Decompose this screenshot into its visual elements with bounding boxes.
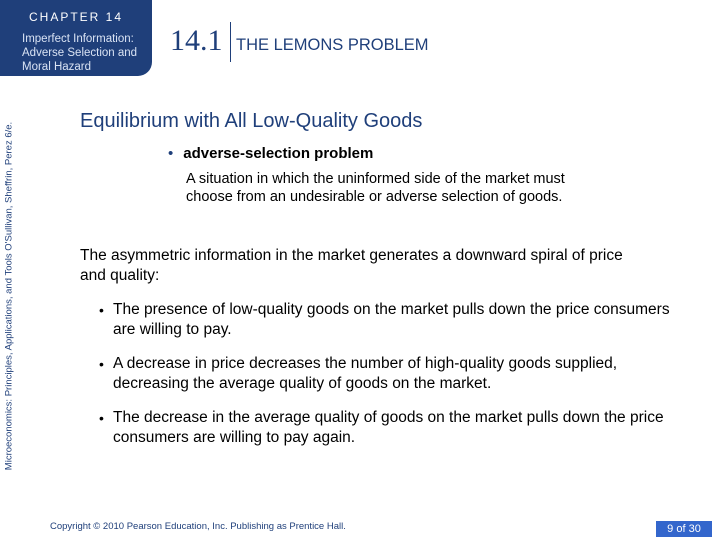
list-item-text: The decrease in the average quality of goods on the market pulls down the price consumers are willing to pay again. bbox=[113, 409, 664, 446]
copyright-notice: Copyright © 2010 Pearson Education, Inc. Publishing as Prentice Hall. bbox=[50, 521, 346, 532]
section-divider bbox=[230, 22, 231, 62]
section-title: THE LEMONS PROBLEM bbox=[236, 36, 429, 54]
bullet-icon: • bbox=[99, 356, 104, 372]
intro-paragraph: The asymmetric information in the market generates a downward spiral of price and quality: bbox=[80, 247, 623, 284]
term-label: adverse-selection problem bbox=[183, 145, 374, 162]
bullet-icon: • bbox=[99, 410, 104, 426]
book-citation-text: Microeconomics: Principles, Applications, and Tools O'Sullivan, Sheffrin, Perez 6/e. bbox=[3, 121, 15, 471]
section-number: 14.1 bbox=[170, 24, 223, 57]
list-item bbox=[99, 408, 673, 448]
list-item bbox=[99, 300, 673, 340]
list-item bbox=[99, 354, 673, 394]
spiral-list bbox=[99, 300, 673, 462]
chapter-tab bbox=[0, 0, 152, 76]
bullet-icon: • bbox=[99, 302, 104, 318]
term-bullet bbox=[168, 145, 373, 162]
slide-heading: Equilibrium with All Low-Quality Goods bbox=[80, 110, 423, 132]
list-item-text: A decrease in price decreases the number of high-quality goods supplied, decreasing the average quality of goods on the market. bbox=[113, 355, 618, 392]
list-item-text: The presence of low-quality goods on the market pulls down the price consumers are willing to pay. bbox=[113, 301, 670, 338]
term-definition: A situation in which the uninformed side of the market must choose from an undesirable or adverse selection of goods. bbox=[186, 171, 565, 205]
page-number-badge: 9 of 30 bbox=[656, 521, 712, 537]
book-citation bbox=[0, 0, 18, 540]
bullet-icon: • bbox=[168, 145, 174, 162]
chapter-title: Imperfect Information: Adverse Selection and Moral Hazard bbox=[22, 33, 138, 73]
chapter-label: CHAPTER 14 bbox=[29, 10, 124, 24]
